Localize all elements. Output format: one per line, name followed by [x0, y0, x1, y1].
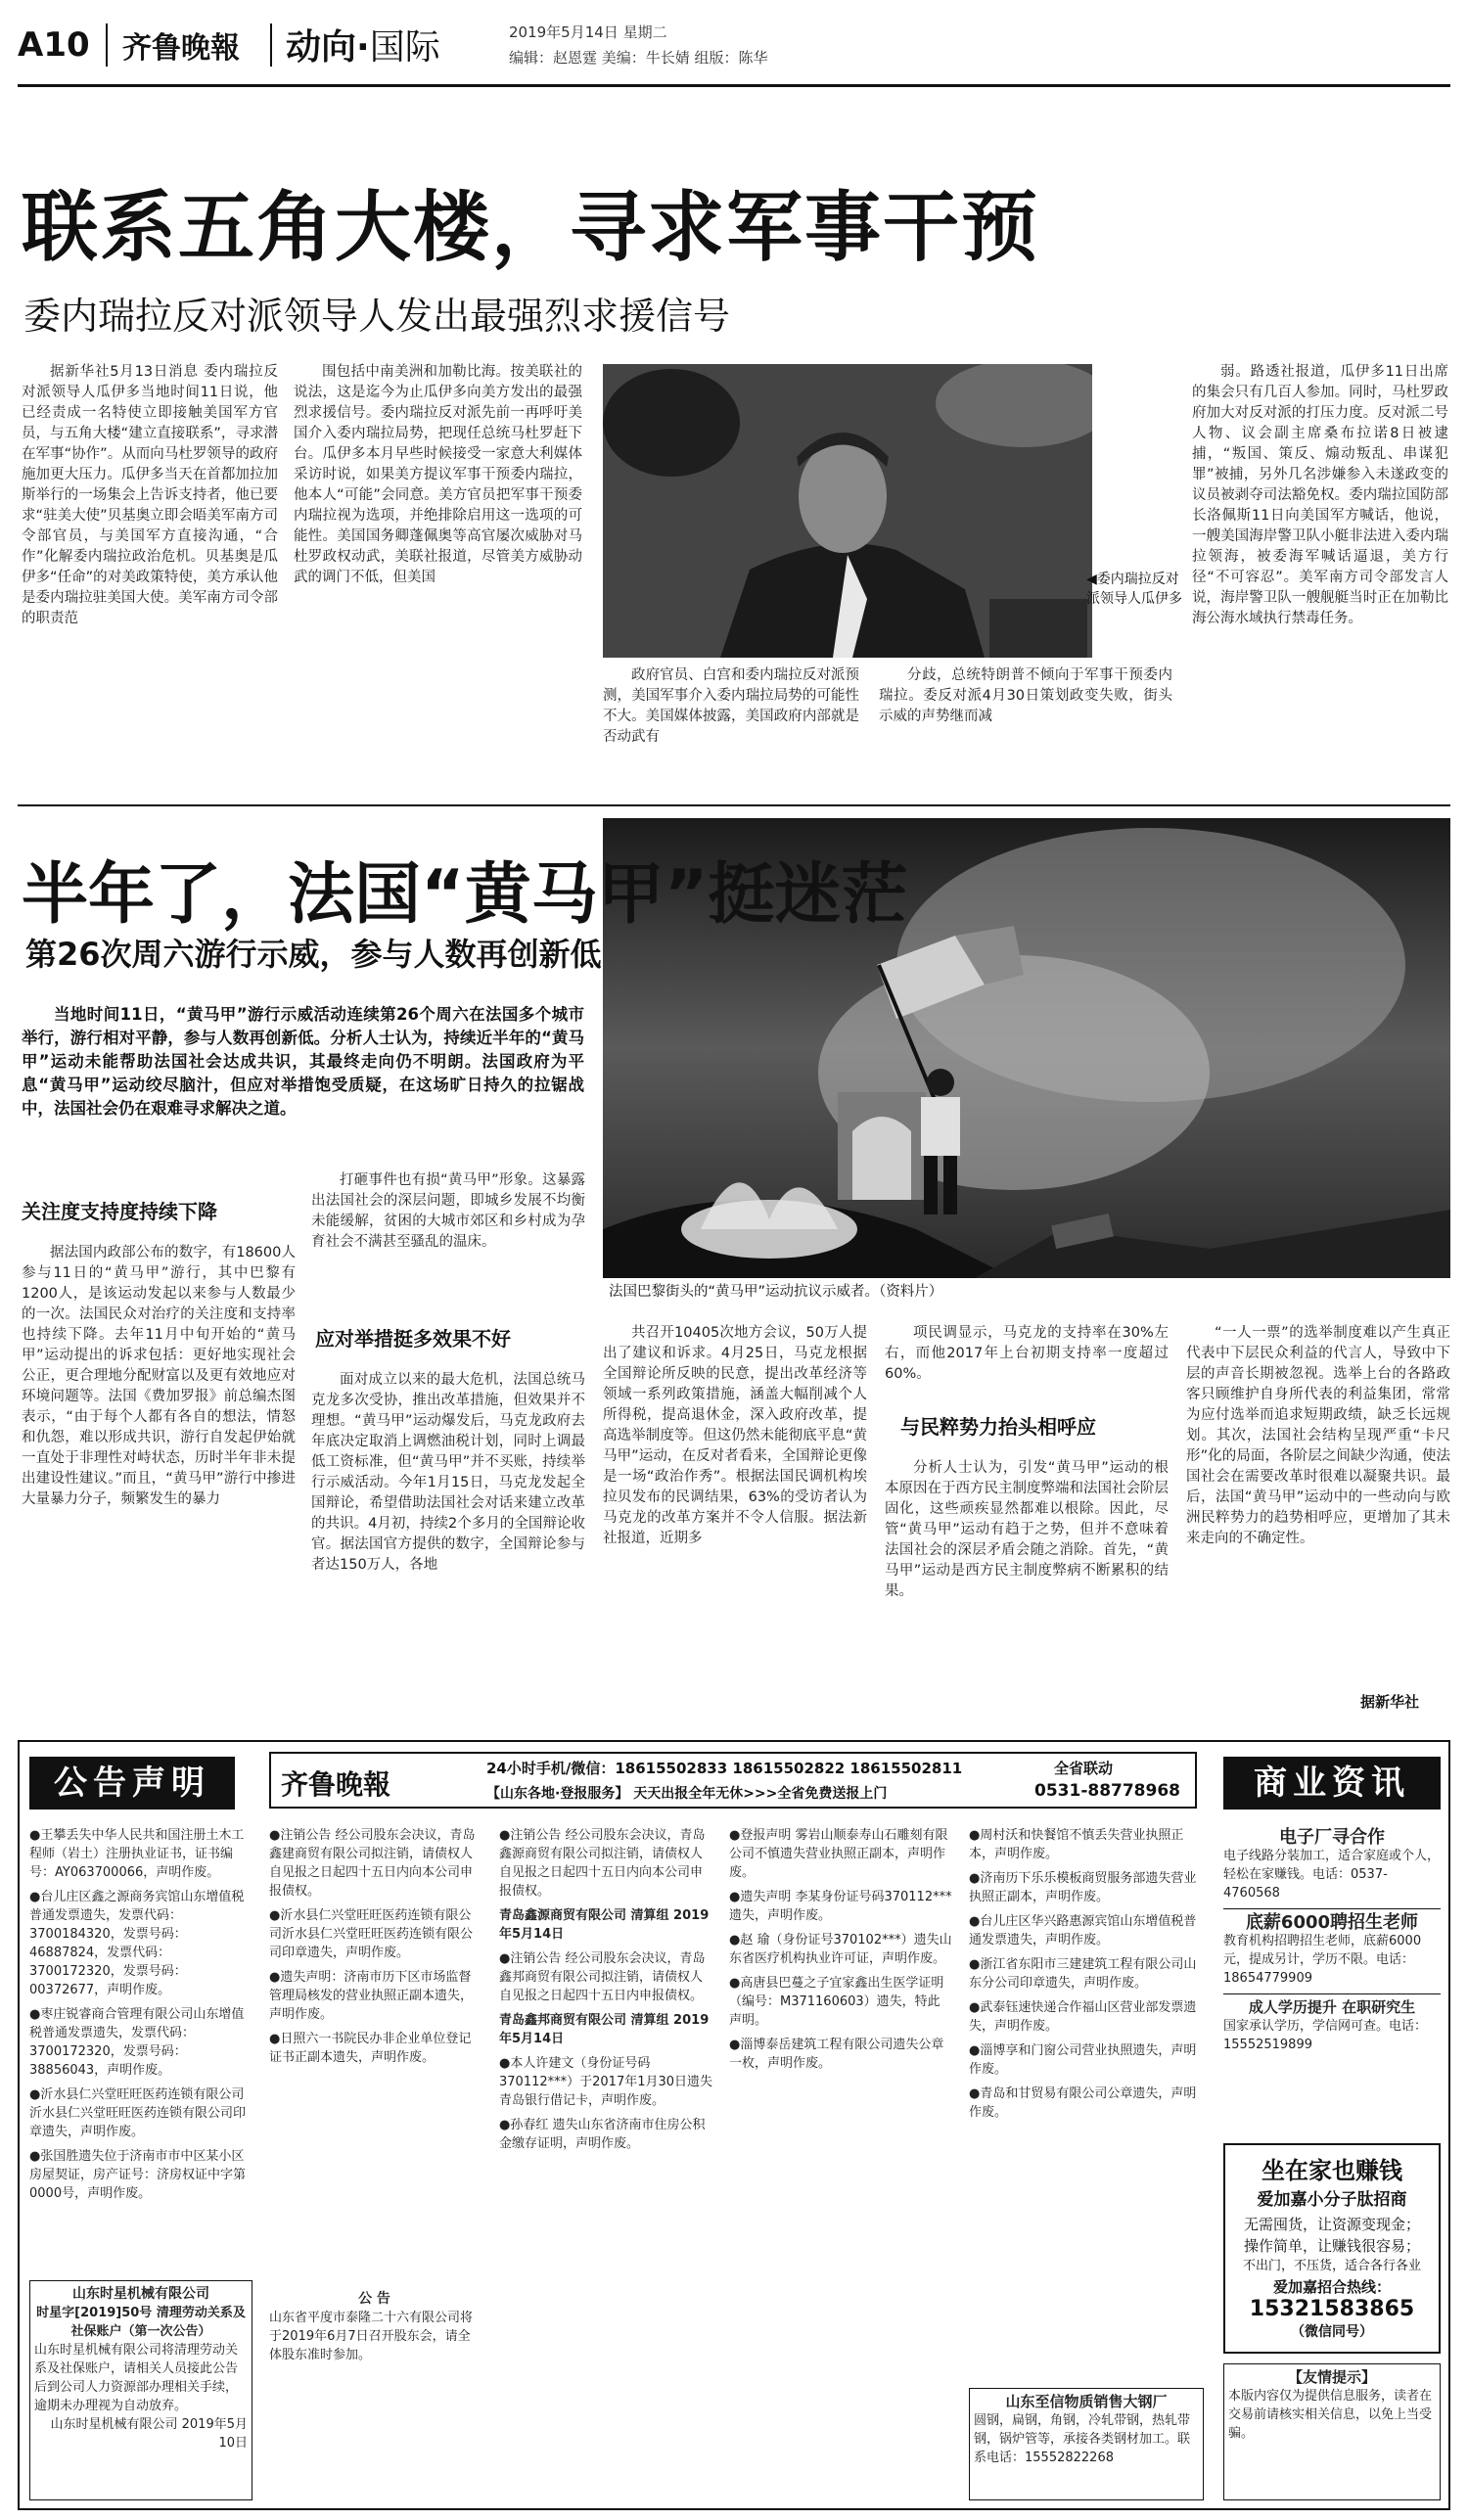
- story2-subhead-3: 与民粹势力抬头相呼应: [900, 1415, 1096, 1439]
- notice-item: ●注销公告 经公司股东会决议，青岛鑫建商贸有限公司拟注销，请债权人自见报之日起四十五日内向本公司申报债权。: [269, 1828, 476, 1899]
- notice-column-b: [269, 1826, 480, 2267]
- notice-box-signature: 山东时星机械有限公司 2019年5月10日: [50, 2417, 248, 2451]
- notice-item: ●本人许建文（身份证号码370112***）于2017年1月30日遗失青岛银行借记卡，声明作废。: [499, 2056, 713, 2108]
- notice-item: ●遗失声明 李某身份证号码370112***遗失，声明作废。: [729, 1890, 952, 1923]
- notice-item: ●张国胜遗失位于济南市市中区某小区房屋契证，房产证号：济房权证中字第0000号，声明作废。: [29, 2149, 247, 2201]
- story2-column-2: 打砸事件也有损“黄马甲”形象。这暴露出法国社会的深层问题，即城乡发展不均衡未能缓解，贫困的大城市郊区和乡村成为孕育社会不满甚至骚乱的温床。: [311, 1172, 585, 1250]
- story2-lead: 当地时间11日，“黄马甲”游行示威活动连续第26个周六在法国多个城市举行，游行相对平静，参与人数再创新低。分析人士认为，持续近半年的“黄马甲”运动未能帮助法国社会达成共识，其最终走向仍不明朗。法国政府为平息“黄马甲”运动绞尽脑汁，但应对举措饱受质疑，在这场旷日持久的拉锯战中，法国社会仍在艰难寻求解决之道。: [22, 1005, 584, 1118]
- header-divider: [106, 23, 108, 67]
- earn-ad-subtitle: 爱加嘉小分子肽招商: [1257, 2190, 1407, 2210]
- notice-signature: 青岛鑫邦商贸有限公司 清算组 2019年5月14日: [499, 2013, 710, 2046]
- newspaper-logo: 齐鲁晚報: [122, 31, 240, 66]
- story2-column-4b: 分析人士认为，引发“黄马甲”运动的根本原因在于西方民主制度弊端和法国社会阶层固化，这些顽疾显然都难以根除。因此，尽管“黄马甲”运动有趋于之势，但并不意味着法国社会的深层矛盾会随之消除。首先，“黄马甲”运动是西方民主制度弊病不断累积的结果。: [885, 1460, 1169, 1599]
- notice-box-body: 山东省平度市泰隆二十六有限公司将于2019年6月7日召开股东会，请全体股东准时参加。: [269, 2311, 474, 2362]
- yellow-vest-photo-caption: 法国巴黎街头的“黄马甲”运动抗议示威者。（资料片）: [609, 1284, 943, 1300]
- story2-subheadline: 第26次周六游行示威，参与人数再创新低: [25, 936, 602, 973]
- story2-column-4: 项民调显示，马克龙的支持率在30%左右，而他2017年上台初期支持率一度超过60%。: [885, 1325, 1169, 1382]
- notice-item: ●沂水县仁兴堂旺旺医药连锁有限公司沂水县仁兴堂旺旺医药连锁有限公司印章遗失，声明作废。: [269, 1908, 474, 1960]
- story1-column-3: 政府官员、白宫和委内瑞拉反对派预测，美国军事介入委内瑞拉局势的可能性不大。美国媒体披露，美国政府内部就是否动武有: [603, 667, 859, 745]
- issue-date: 2019年5月14日 星期二: [509, 23, 667, 41]
- section-title: [286, 20, 440, 69]
- steel-ad-title: 山东至信物质销售大钢厂: [1005, 2393, 1168, 2410]
- ad-banner-coverage: 全省联动: [1054, 1760, 1114, 1777]
- section-separator: ·: [356, 27, 370, 68]
- notice-item: ●注销公告 经公司股东会决议，青岛鑫源商贸有限公司拟注销，请债权人自见报之日起四十五日内向本公司申报债权。: [499, 1828, 706, 1899]
- notice-item: ●淄博享和门窗公司营业执照遗失，声明作废。: [969, 2043, 1197, 2077]
- notice-item: ●遗失声明：济南市历下区市场监督管理局核发的营业执照正副本遗失，声明作废。: [269, 1970, 474, 2022]
- notice-item: ●赵 瑜（身份证号370102***）遗失山东省医疗机构执业许可证，声明作废。: [729, 1933, 952, 1966]
- section-sub-name: 国际: [369, 27, 440, 68]
- ad-banner: [269, 1752, 1197, 1809]
- earn-ad-wechat: （微信同号）: [1291, 2324, 1373, 2340]
- commerce-ad-title: 电子厂寻合作: [1279, 1827, 1385, 1848]
- earn-ad-phone: 15321583865: [1249, 2297, 1415, 2321]
- notice-item: ●青岛和甘贸易有限公司公章遗失，声明作废。: [969, 2086, 1197, 2120]
- tip-body: 本版内容仅为提供信息服务，读者在交易前请核实相关信息，以免上当受骗。: [1228, 2389, 1433, 2441]
- story1-column-5: 弱。路透社报道，瓜伊多11日出席的集会只有几百人参加。同时，马杜罗政府加大对反对派的打压力度。反对派二号人物、议会副主席桑布拉诺8日被逮捕，“叛国、策反、煽动叛乱、串谋犯罪”被捕，另外几名涉嫌参入未遂政变的议员被剥夺司法豁免权。委内瑞拉国防部长洛佩斯11日向美国军方喊话，他说，一艘美国海岸警卫队小艇非法进入委内瑞拉领海，被委海军喊话逼退，美方行径“不可容忍”。美军南方司令部发言人说，海岸警卫队一艘舰艇当时正在加勒比海公海水域执行禁毒任务。: [1192, 364, 1448, 626]
- notice-column-d: [729, 1826, 952, 2501]
- tip-title: 【友情提示】: [1287, 2368, 1376, 2386]
- steel-ad-body: 圆钢，扁钢，角钢，冷轧带钢，热轧带钢，锅炉管等，承接各类钢材加工。联系电话：15552822268: [974, 2413, 1191, 2465]
- notice-item: ●孙春红 遗失山东省济南市住房公积金缴存证明，声明作废。: [499, 2118, 706, 2151]
- notice-item: ●浙江省东阳市三建建筑工程有限公司山东分公司印章遗失，声明作废。: [969, 1957, 1197, 1991]
- commerce-ad-body: 电子线路分装加工，适合家庭或个人，轻松在家赚钱。电话：0537-4760568: [1223, 1849, 1441, 1901]
- header-divider: [270, 23, 272, 67]
- notice-item: ●登报声明 雾岩山顺泰寿山石雕刻有限公司不慎遗失营业执照正副本，声明作废。: [729, 1828, 948, 1880]
- ad-banner-logo: 齐鲁晚報: [281, 1768, 391, 1801]
- commerce-ad-body: 教育机构招聘招生老师，底薪6000元，提成另计，学历不限。电话：18654779909: [1223, 1934, 1422, 1986]
- ad-banner-tagline: 【山东各地·登报服务】 天天出报全年无休>>>全省免费送报上门: [486, 1786, 888, 1802]
- story1-column-4: 分歧，总统特朗普不倾向于军事干预委内瑞拉。委反对派4月30日策划政变失败，街头示威的声势继而减: [879, 667, 1172, 724]
- story1-column-1: 据新华社5月13日消息 委内瑞拉反对派领导人瓜伊多当地时间11日说，他已经责成一名特使立即接触美国军方官员，与五角大楼“建立直接联系”，寻求潜在军事“协作”。从而向马杜罗领导的政府施加更大压力。瓜伊多当天在首都加拉加斯举行的一场集会上告诉支持者，他已要求“驻美大使”贝基奥立即会晤美军南方司令部官员，与美国军方直接沟通，“合作”化解委内瑞拉政治危机。贝基奥是瓜伊多“任命”的对美政策特使，美方承认他是委内瑞拉驻美国大使。美军南方司令部的职责范: [22, 364, 278, 626]
- guaido-photo: [603, 364, 1092, 658]
- story2-column-1: 据法国内政部公布的数字，有18600人参与11日的“黄马甲”游行，其中巴黎有1200人，是该运动发起以来参与人数最少的一次。法国民众对治疗的关注度和支持率也持续下降。去年11月中旬开始的“黄马甲”运动提出的诉求包括：更好地实现社会公正，更合理地分配财富以及更有效地应对环境问题等。法国《费加罗报》前总编杰图表示，“由于每个人都有各自的想法，情怒和仇怨，难以形成共识，游行自发起伊始就一直处于非理性对峙状态，历时半年非未提出建设性建议。”而且，“黄马甲”游行中掺进大量暴力分子，频繁发生的暴力: [22, 1245, 296, 1507]
- notice-item: ●周村沃和快餐馆不慎丢失营业执照正本，声明作废。: [969, 1828, 1184, 1861]
- notice-item: ●高唐县巴蔓之子宜家鑫出生医学证明（编号：M371160603）遗失，特此声明。: [729, 1976, 944, 2028]
- story1-headline: 联系五角大楼，寻求军事干预: [22, 184, 1040, 272]
- steel-ad-box: [969, 2388, 1204, 2500]
- earn-ad-line: 无需囤货，让资源变现金；: [1243, 2216, 1420, 2233]
- notice-column-a: [29, 1826, 252, 2267]
- notice-box-body: 山东时星机械有限公司将清理劳动关系及社保账户，请相关人员接此公告后到公司人力资源部办理相关手续，逾期未办理视为自动放弃。: [34, 2343, 239, 2413]
- story2-subhead-2: 应对举措挺多效果不好: [315, 1327, 511, 1351]
- notice-item: ●日照六一书院民办非企业单位登记证书正副本遗失，声明作废。: [269, 2032, 472, 2065]
- story1-subheadline: 委内瑞拉反对派领导人发出最强烈求援信号: [23, 295, 731, 338]
- story2-column-2b: 面对成立以来的最大危机，法国总统马克龙多次受协，推出改革措施，但效果并不理想。“黄马甲”运动爆发后，马克龙政府去年底决定取消上调燃油税计划，同时上调最低工资标准，但“黄马甲”并不买账，持续举行示威活动。今年1月15日，马克龙发起全国辩论，希望借助法国社会对话来建立改革的共识。4月初，持续2个多月的全国辩论收官。据法国官方提供的数字，全国辩论参与者达150万人，各地: [311, 1372, 585, 1573]
- notice-box-title: 山东时星机械有限公司: [72, 2286, 209, 2302]
- earn-at-home-ad: [1223, 2143, 1441, 2354]
- notice-item: ●武泰钰速快递合作福山区营业部发票遗失，声明作废。: [969, 2000, 1197, 2034]
- story2-byline: 据新华社: [1360, 1693, 1420, 1711]
- ad-banner-phone: 0531-88778968: [1034, 1781, 1180, 1801]
- story2-headline: 半年了，法国“黄马甲”挺迷茫: [22, 856, 908, 934]
- notice-item: ●台儿庄区鑫之源商务宾馆山东增值税普通发票遗失，发票代码：3700184320，发票号码：46887824，发票代码：3700172320，发票号码：00372677，声明作废。: [29, 1890, 245, 1997]
- commerce-ad-title: 底薪6000聘招生老师: [1245, 1912, 1419, 1933]
- story2-column-5: “一人一票”的选举制度难以产生真正代表中下层民众利益的代言人，导致中下层的声音长期被忽视。选举上台的各路政客只顾维护自身所代表的利益集团，常常为应付选举而追求短期政绩，缺乏长远规划。其次，法国社会结构呈现严重“卡尺形”化的局面，各阶层之间缺少沟通，使法国社会在需要改革时很难以凝聚共识。最后，法国“黄马甲”运动中的一些动向与欧洲民粹势力的趋势相呼应，更增加了其未来走向的不确定性。: [1186, 1325, 1450, 1546]
- notice-column-e: [969, 1826, 1204, 2374]
- commerce-ad-title: 成人学历提升 在职研究生: [1248, 1998, 1416, 2016]
- ad-banner-hotline: 24小时手机/微信：18615502833 18615502822 18615502811: [486, 1760, 963, 1777]
- earn-ad-title: 坐在家也赚钱: [1262, 2157, 1402, 2184]
- story2-column-3: 共召开10405次地方会议，50万人提出了建议和诉求。4月25日，马克龙根据全国辩论所反映的民意，提出改革经济等领域一系列政策措施，涵盖大幅削减个人所得税，提高退休金，深入政府改革，提高选举制度等。但这仍然未能彻底平息“黄马甲”运动，在反对者看来，全国辩论更像是一场“政治作秀”。根据法国民调机构埃拉贝发布的民调结果，63%的受访者认为马克龙的改革方案并不令人信服。据法新社报道，近期多: [603, 1325, 867, 1546]
- notice-section-title: 公告声明: [29, 1757, 235, 1810]
- friendly-tip-box: [1223, 2363, 1441, 2500]
- notice-item: ●济南历下乐乐模板商贸服务部遗失营业执照正副本，声明作废。: [969, 1871, 1197, 1904]
- notice-item: ●注销公告 经公司股东会决议，青岛鑫邦商贸有限公司拟注销，请债权人自见报之日起四十五日内申报债权。: [499, 1951, 706, 2003]
- commerce-section-title: 商业资讯: [1223, 1757, 1441, 1810]
- story1-column-2: 围包括中南美洲和加勒比海。按美联社的说法，这是迄今为止瓜伊多向美方发出的最强烈求援信号。委内瑞拉反对派先前一再呼吁美国介入委内瑞拉局势，把现任总统马杜罗赶下台。瓜伊多本月早些时候接受一家意大利媒体采访时说，如果美方提议军事干预委内瑞拉，他本人“可能”会同意。美方官员把军事干预委内瑞拉视为选项，并绝排除启用这一选项的可能性。美国国务卿蓬佩奥等高官屡次威胁对马杜罗政权动武，美联社报道，尽管美方威胁动武的调门不低，但美国: [294, 364, 582, 585]
- notice-box-title: 公 告: [358, 2291, 390, 2307]
- commerce-ad-body: 国家承认学历，学信网可查。电话：15552519899: [1223, 2019, 1428, 2052]
- notice-signature: 青岛鑫源商贸有限公司 清算组 2019年5月14日: [499, 1908, 710, 1942]
- earn-ad-line: 不出门，不压货，适合各行各业: [1242, 2259, 1421, 2273]
- story2-subhead-1: 关注度支持度持续下降: [22, 1200, 217, 1223]
- notice-column-c: [499, 1826, 714, 2501]
- commerce-column: [1223, 1826, 1441, 2130]
- guaido-photo-caption: ◀委内瑞拉反对派领导人瓜伊多: [1086, 572, 1182, 607]
- section-name: 动向: [286, 27, 357, 68]
- header-rule: [18, 84, 1450, 87]
- earn-ad-line: 操作简单，让赚钱很容易；: [1243, 2237, 1420, 2255]
- notice-item: ●沂水县仁兴堂旺旺医药连锁有限公司沂水县仁兴堂旺旺医药连锁有限公司印章遗失，声明作废。: [29, 2087, 247, 2139]
- story-divider: [18, 804, 1450, 806]
- notice-item: ●王攀丢失中华人民共和国注册土木工程师（岩土）注册执业证书，证书编号：AY063700066，声明作废。: [29, 1828, 245, 1880]
- notice-box-subtitle: 时星字[2019]50号 清理劳动关系及社保账户（第一次公告）: [36, 2306, 246, 2339]
- notice-box-labor: [29, 2280, 252, 2500]
- editor-credits: 编辑：赵恩霆 美编：牛长婧 组版：陈华: [509, 49, 768, 67]
- notice-item: ●台儿庄区华兴路惠源宾馆山东增值税普通发票遗失，声明作废。: [969, 1914, 1197, 1947]
- notice-item: ●枣庄锐睿商合管理有限公司山东增值税普通发票遗失，发票代码：3700172320，发票号码：38856043，声明作废。: [29, 2007, 245, 2078]
- page-number: A10: [18, 25, 90, 65]
- earn-ad-hotline-label: 爱加嘉招合热线：: [1272, 2278, 1391, 2296]
- notice-box-meeting: [269, 2290, 480, 2500]
- notice-item: ●淄博泰岳建筑工程有限公司遗失公章一枚，声明作废。: [729, 2038, 944, 2071]
- guaido-photo-illustration: [603, 364, 1092, 658]
